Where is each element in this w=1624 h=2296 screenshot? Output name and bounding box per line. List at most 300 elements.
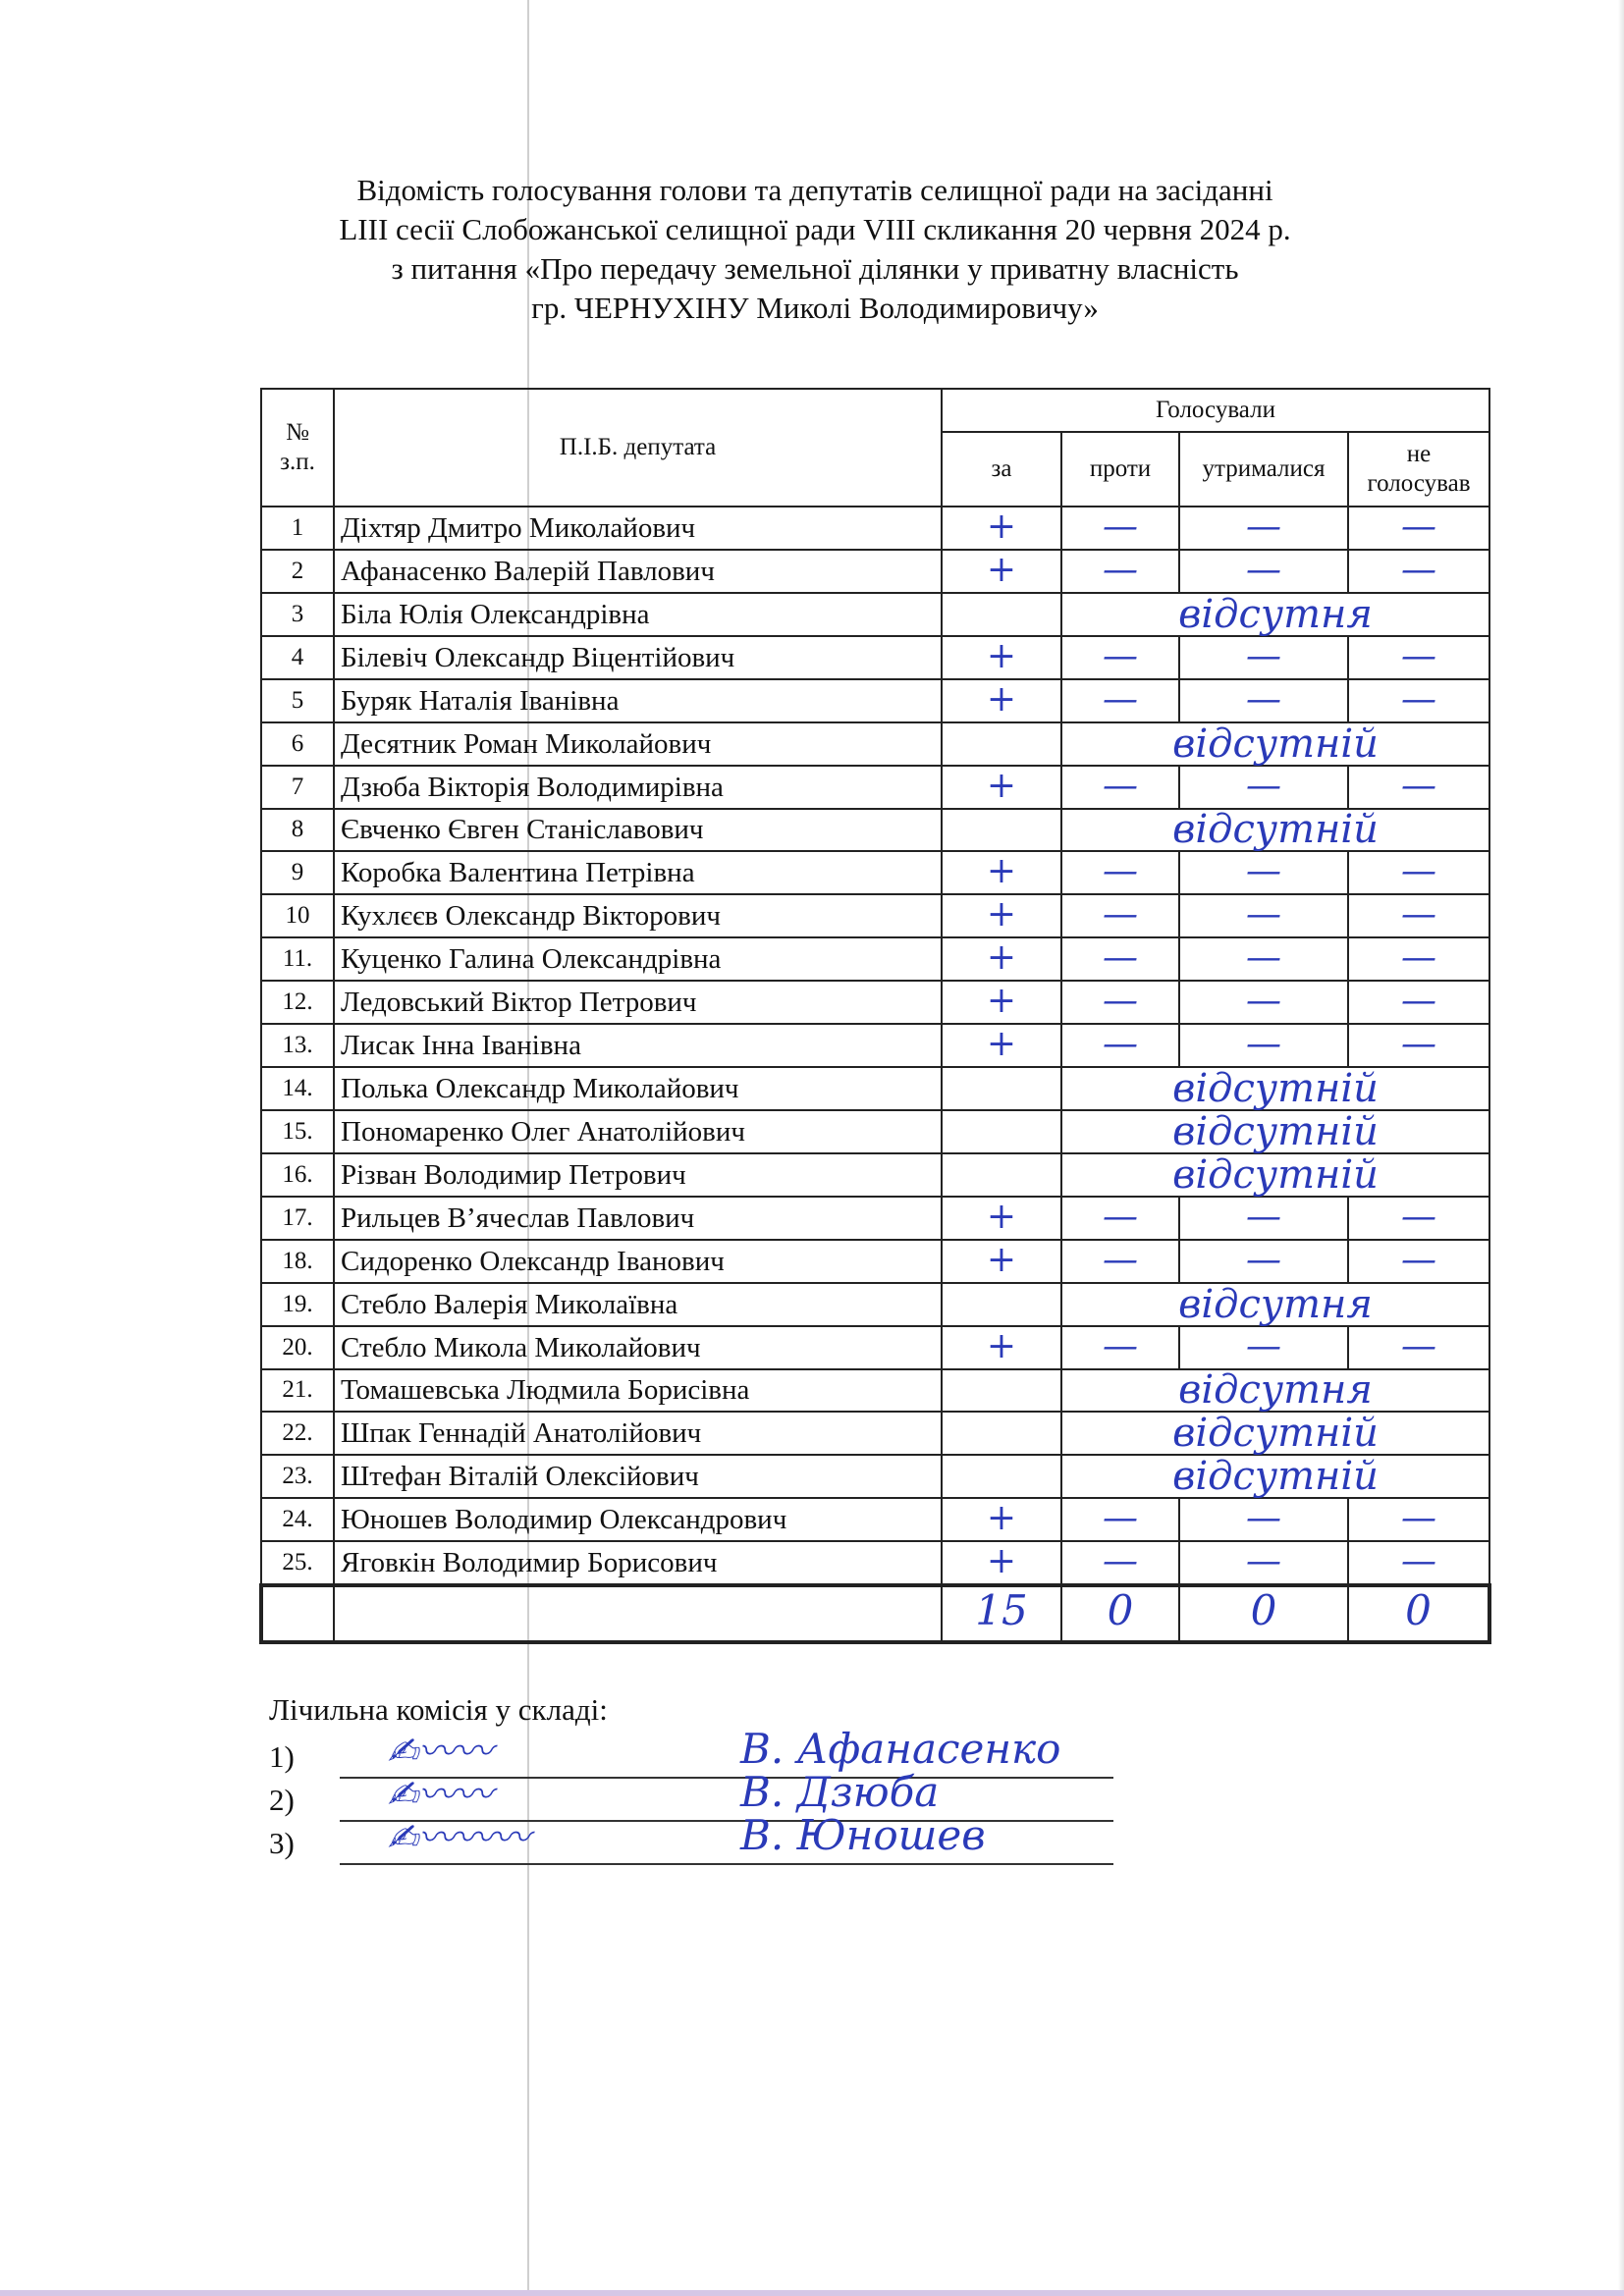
row-number-text: 10 — [285, 902, 310, 930]
table-row — [261, 1197, 1489, 1240]
row-number — [261, 507, 334, 550]
deputy-name — [334, 1326, 942, 1369]
member-name: В. Юношев — [740, 1811, 986, 1859]
row-number — [261, 1240, 334, 1283]
deputy-name-text: Юношев Володимир Олександрович — [341, 1503, 787, 1535]
total-novote — [1348, 1585, 1489, 1642]
row-number-text: 24. — [282, 1505, 313, 1532]
vote-novote — [1348, 1024, 1489, 1067]
vote-for-text: + — [986, 507, 1017, 547]
absent-handwriting: відсутній — [1172, 1066, 1379, 1112]
row-number-text: 13. — [282, 1032, 313, 1059]
vote-for-text: + — [986, 765, 1017, 806]
total-for-text: 15 — [975, 1586, 1028, 1635]
row-number-text: 18. — [282, 1247, 313, 1274]
deputy-name-text: Білевіч Олександр Віцентійович — [341, 641, 735, 673]
vote-abstain-text: — — [1246, 981, 1281, 1022]
vote-for — [942, 1412, 1061, 1455]
signature-scribble: ✍︎〰〰 — [387, 1730, 493, 1773]
vote-abstain-text: — — [1246, 851, 1281, 892]
row-number-text: 6 — [291, 729, 304, 757]
table-row — [261, 1455, 1489, 1498]
vote-for — [942, 679, 1061, 722]
vote-against-text: — — [1103, 507, 1138, 547]
deputy-name-text: Лисак Інна Іванівна — [341, 1030, 581, 1062]
table-row — [261, 809, 1489, 852]
vote-against — [1061, 1326, 1179, 1369]
vote-for-text: + — [986, 1325, 1017, 1366]
deputy-name — [334, 1369, 942, 1413]
total-abstain-text: 0 — [1250, 1586, 1277, 1635]
deputy-name-text: Біла Юлія Олександрівна — [341, 598, 650, 630]
vote-abstain — [1179, 1541, 1348, 1585]
table-row — [261, 894, 1489, 937]
vote-abstain — [1179, 894, 1348, 937]
vote-abstain-text: — — [1246, 765, 1281, 806]
deputy-name — [334, 1541, 942, 1585]
vote-for-text: + — [986, 678, 1017, 720]
vote-against-text: — — [1103, 635, 1138, 676]
vote-abstain-text: — — [1246, 635, 1281, 676]
vote-novote-text: — — [1401, 678, 1436, 720]
row-number — [261, 1197, 334, 1240]
vote-abstain — [1179, 937, 1348, 981]
vote-abstain-text: — — [1246, 550, 1281, 590]
page-edge-bottom — [0, 2290, 1624, 2296]
deputy-name-text: Євченко Євген Станіславович — [341, 814, 704, 846]
deputy-name-text: Кухлєєв Олександр Вікторович — [341, 900, 721, 933]
table-row — [261, 1153, 1489, 1197]
vote-against — [1061, 679, 1179, 722]
vote-novote — [1348, 507, 1489, 550]
absent-handwriting: відсутній — [1172, 807, 1379, 853]
vote-novote — [1348, 937, 1489, 981]
title-line: Відомість голосування голови та депутатів селищної ради на засіданні — [356, 173, 1273, 207]
deputy-name-text: Куценко Галина Олександрівна — [341, 943, 722, 976]
total-abstain — [1179, 1585, 1348, 1642]
vote-novote-text: — — [1401, 1196, 1436, 1237]
vote-novote-text: — — [1401, 635, 1436, 676]
vote-against — [1061, 1240, 1179, 1283]
row-number-text: 25. — [282, 1548, 313, 1575]
deputy-name-text: Дзюба Вікторія Володимирівна — [341, 771, 724, 803]
row-number-text: 2 — [291, 558, 304, 584]
absent-handwriting: відсутній — [1172, 1411, 1379, 1457]
vote-for-text: + — [986, 1239, 1017, 1280]
absent-mark — [1061, 1283, 1489, 1326]
deputy-name-text: Шпак Геннадій Анатолійович — [341, 1417, 702, 1450]
deputy-name — [334, 851, 942, 894]
deputy-name-text: Афанасенко Валерій Павлович — [341, 556, 715, 587]
absent-mark — [1061, 1369, 1489, 1413]
total-against-text: 0 — [1107, 1586, 1134, 1635]
absent-mark — [1061, 593, 1489, 636]
vote-against-text: — — [1103, 937, 1138, 979]
row-number — [261, 722, 334, 766]
row-number — [261, 1110, 334, 1153]
row-number — [261, 894, 334, 937]
vote-abstain-text: — — [1246, 1196, 1281, 1237]
row-number — [261, 550, 334, 593]
vote-novote — [1348, 1541, 1489, 1585]
deputy-name-text: Полька Олександр Миколайович — [341, 1073, 739, 1105]
vote-abstain — [1179, 1024, 1348, 1067]
vote-against — [1061, 1498, 1179, 1541]
vote-against-text: — — [1103, 894, 1138, 935]
table-row — [261, 1412, 1489, 1455]
deputy-name-text: Діхтяр Дмитро Миколайович — [341, 512, 696, 544]
vote-abstain — [1179, 507, 1348, 550]
vote-novote-text: — — [1401, 507, 1436, 547]
row-number-text: 1 — [291, 514, 304, 541]
table-row — [261, 593, 1489, 636]
deputy-name-text: Пономаренко Олег Анатолійович — [341, 1116, 745, 1148]
row-number-text: 17. — [282, 1203, 313, 1231]
totals-empty — [261, 1585, 334, 1642]
absent-mark — [1061, 1067, 1489, 1110]
vote-novote-text: — — [1401, 550, 1436, 590]
row-number — [261, 679, 334, 722]
vote-for — [942, 550, 1061, 593]
absent-mark — [1061, 1110, 1489, 1153]
row-number-text: 7 — [291, 773, 304, 800]
deputy-name-text: Стебло Микола Миколайович — [341, 1331, 701, 1363]
absent-handwriting: відсутній — [1172, 1454, 1379, 1500]
row-number-text: 23. — [282, 1463, 313, 1490]
vote-novote-text: — — [1401, 1024, 1436, 1065]
vote-abstain — [1179, 1326, 1348, 1369]
absent-mark — [1061, 809, 1489, 852]
vote-novote — [1348, 1240, 1489, 1283]
deputy-name-text: Рильцев В’ячеслав Павлович — [341, 1201, 695, 1234]
absent-handwriting: відсутня — [1178, 591, 1373, 637]
table-row — [261, 937, 1489, 981]
vote-novote-text: — — [1401, 765, 1436, 806]
header-novote: не голосував — [1348, 432, 1489, 507]
vote-novote — [1348, 1326, 1489, 1369]
vote-abstain-text: — — [1246, 894, 1281, 935]
vote-novote-text: — — [1401, 851, 1436, 892]
deputy-name — [334, 1197, 942, 1240]
row-number-text: 11. — [282, 945, 313, 973]
row-number — [261, 1541, 334, 1585]
deputy-name — [334, 1412, 942, 1455]
vote-for — [942, 722, 1061, 766]
commission-member — [269, 1811, 1113, 1865]
vote-novote — [1348, 1197, 1489, 1240]
vote-novote — [1348, 894, 1489, 937]
title-line: LIII сесії Слобожанської селищної ради VIII скликання 20 червня 2024 р. — [339, 212, 1291, 246]
vote-for — [942, 1283, 1061, 1326]
table-row — [261, 1498, 1489, 1541]
deputy-name — [334, 679, 942, 722]
row-number — [261, 937, 334, 981]
vote-abstain — [1179, 550, 1348, 593]
vote-against — [1061, 981, 1179, 1024]
row-number — [261, 1326, 334, 1369]
total-novote-text: 0 — [1405, 1586, 1432, 1635]
table-row — [261, 507, 1489, 550]
vote-for-text: + — [986, 1497, 1017, 1538]
deputy-name — [334, 894, 942, 937]
row-number — [261, 1283, 334, 1326]
vote-against-text: — — [1103, 1325, 1138, 1366]
vote-against — [1061, 550, 1179, 593]
deputy-name — [334, 766, 942, 809]
row-number-text: 9 — [291, 859, 304, 886]
title-line: з питання «Про передачу земельної ділянки у приватну власність — [391, 251, 1239, 286]
deputy-name-text: Буряк Наталія Іванівна — [341, 684, 620, 717]
deputy-name — [334, 1498, 942, 1541]
vote-for-text: + — [986, 1196, 1017, 1237]
total-against — [1061, 1585, 1179, 1642]
voting-table-body — [261, 507, 1489, 1642]
vote-for — [942, 1498, 1061, 1541]
header-voted: Голосували — [942, 389, 1489, 432]
vote-novote — [1348, 550, 1489, 593]
vote-abstain-text: — — [1246, 1497, 1281, 1538]
vote-against-text: — — [1103, 1024, 1138, 1065]
absent-handwriting: відсутня — [1178, 1281, 1373, 1327]
row-number — [261, 593, 334, 636]
deputy-name — [334, 1240, 942, 1283]
absent-mark — [1061, 722, 1489, 766]
deputy-name — [334, 1153, 942, 1197]
member-number: 3) — [269, 1826, 295, 1860]
absent-handwriting: відсутній — [1172, 721, 1379, 767]
vote-novote — [1348, 679, 1489, 722]
row-number-text: 19. — [282, 1290, 313, 1317]
row-number-text: 4 — [291, 643, 304, 670]
vote-abstain — [1179, 981, 1348, 1024]
vote-abstain-text: — — [1246, 678, 1281, 720]
member-number: 2) — [269, 1783, 295, 1817]
vote-for — [942, 1197, 1061, 1240]
deputy-name — [334, 1024, 942, 1067]
vote-for — [942, 1153, 1061, 1197]
row-number-text: 5 — [291, 686, 304, 714]
row-number-text: 14. — [282, 1075, 313, 1102]
table-row — [261, 1283, 1489, 1326]
table-row — [261, 1369, 1489, 1413]
header-number: № з.п. — [261, 389, 334, 507]
vote-abstain — [1179, 679, 1348, 722]
vote-against — [1061, 937, 1179, 981]
absent-handwriting: відсутній — [1172, 1151, 1379, 1198]
vote-against-text: — — [1103, 765, 1138, 806]
header-against: проти — [1061, 432, 1179, 507]
vote-against-text: — — [1103, 1239, 1138, 1280]
row-number-text: 3 — [291, 600, 304, 627]
voting-table — [259, 388, 1491, 1644]
deputy-name-text: Яговкін Володимир Борисович — [341, 1546, 718, 1578]
deputy-name-text: Ледовський Віктор Петрович — [341, 987, 697, 1019]
table-row — [261, 636, 1489, 679]
vote-against — [1061, 1024, 1179, 1067]
row-number — [261, 981, 334, 1024]
table-row — [261, 1110, 1489, 1153]
table-row — [261, 1067, 1489, 1110]
row-number-text: 20. — [282, 1333, 313, 1361]
table-row — [261, 766, 1489, 809]
deputy-name — [334, 1283, 942, 1326]
row-number — [261, 1455, 334, 1498]
vote-abstain — [1179, 636, 1348, 679]
deputy-name — [334, 507, 942, 550]
deputy-name-text: Штефан Віталій Олексійович — [341, 1461, 699, 1493]
absent-handwriting: відсутній — [1172, 1109, 1379, 1155]
vote-abstain — [1179, 1240, 1348, 1283]
vote-against-text: — — [1103, 550, 1138, 590]
vote-abstain-text: — — [1246, 1540, 1281, 1581]
table-row — [261, 1024, 1489, 1067]
vote-novote-text: — — [1401, 1325, 1436, 1366]
vote-against-text: — — [1103, 1540, 1138, 1581]
vote-for — [942, 1067, 1061, 1110]
deputy-name — [334, 593, 942, 636]
row-number — [261, 766, 334, 809]
deputy-name-text: Сидоренко Олександр Іванович — [341, 1245, 725, 1277]
table-row — [261, 1326, 1489, 1369]
deputy-name — [334, 937, 942, 981]
vote-novote — [1348, 981, 1489, 1024]
table-row — [261, 679, 1489, 722]
deputy-name — [334, 809, 942, 852]
page-edge-right — [1618, 0, 1624, 2296]
vote-against-text: — — [1103, 1497, 1138, 1538]
totals-empty — [334, 1585, 942, 1642]
vote-novote-text: — — [1401, 894, 1436, 935]
vote-novote-text: — — [1401, 1239, 1436, 1280]
vote-for-text: + — [986, 1540, 1017, 1581]
row-number — [261, 1369, 334, 1413]
vote-for — [942, 1240, 1061, 1283]
deputy-name — [334, 550, 942, 593]
vote-abstain-text: — — [1246, 1325, 1281, 1366]
signature-scribble: ✍︎〰〰 — [387, 1773, 493, 1816]
vote-against-text: — — [1103, 678, 1138, 720]
vote-for — [942, 1455, 1061, 1498]
table-row — [261, 550, 1489, 593]
vote-for — [942, 1541, 1061, 1585]
total-for — [942, 1585, 1061, 1642]
row-number — [261, 1067, 334, 1110]
vote-for — [942, 507, 1061, 550]
vote-against — [1061, 894, 1179, 937]
vote-abstain-text: — — [1246, 1239, 1281, 1280]
vote-against — [1061, 851, 1179, 894]
row-number — [261, 851, 334, 894]
vote-for — [942, 593, 1061, 636]
vote-abstain-text: — — [1246, 507, 1281, 547]
commission-label: Лічильна комісія у складі: — [269, 1692, 608, 1727]
absent-mark — [1061, 1455, 1489, 1498]
vote-for — [942, 937, 1061, 981]
vote-abstain — [1179, 1197, 1348, 1240]
signature-scribble: ✍︎〰〰〰 — [387, 1816, 530, 1859]
title-line: гр. ЧЕРНУХІНУ Миколі Володимировичу» — [531, 291, 1099, 325]
deputy-name-text: Томашевська Людмила Борисівна — [341, 1374, 750, 1407]
row-number-text: 21. — [282, 1376, 313, 1404]
header-abstain: утрималися — [1179, 432, 1348, 507]
row-number-text: 12. — [282, 988, 313, 1016]
vote-against — [1061, 1197, 1179, 1240]
row-number-text: 15. — [282, 1118, 313, 1146]
member-number: 1) — [269, 1739, 295, 1774]
vote-against — [1061, 766, 1179, 809]
deputy-name — [334, 722, 942, 766]
deputy-name — [334, 1455, 942, 1498]
vote-against-text: — — [1103, 981, 1138, 1022]
vote-against — [1061, 636, 1179, 679]
table-row — [261, 851, 1489, 894]
vote-for-text: + — [986, 894, 1017, 935]
row-number — [261, 1153, 334, 1197]
row-number-text: 16. — [282, 1160, 313, 1188]
vote-against-text: — — [1103, 851, 1138, 892]
vote-for-text: + — [986, 635, 1017, 676]
vote-for — [942, 809, 1061, 852]
vote-abstain-text: — — [1246, 937, 1281, 979]
row-number — [261, 1498, 334, 1541]
row-number — [261, 636, 334, 679]
table-row — [261, 981, 1489, 1024]
vote-for — [942, 894, 1061, 937]
document-title — [295, 171, 1335, 328]
vote-abstain-text: — — [1246, 1024, 1281, 1065]
signature-line — [340, 1863, 1113, 1865]
vote-for-text: + — [986, 1024, 1017, 1065]
vote-novote-text: — — [1401, 1497, 1436, 1538]
vote-for — [942, 766, 1061, 809]
row-number-text: 22. — [282, 1419, 313, 1447]
header-for: за — [942, 432, 1061, 507]
table-row — [261, 722, 1489, 766]
member-name: В. Афанасенко — [740, 1725, 1061, 1773]
absent-handwriting: відсутня — [1178, 1367, 1373, 1414]
vote-for — [942, 1110, 1061, 1153]
vote-for-text: + — [986, 550, 1017, 590]
vote-against-text: — — [1103, 1196, 1138, 1237]
deputy-name — [334, 1110, 942, 1153]
row-number-text: 8 — [291, 816, 304, 843]
deputy-name — [334, 636, 942, 679]
vote-for-text: + — [986, 851, 1017, 892]
vote-for — [942, 851, 1061, 894]
vote-novote-text: — — [1401, 937, 1436, 979]
vote-novote — [1348, 851, 1489, 894]
vote-against — [1061, 507, 1179, 550]
vote-for — [942, 1024, 1061, 1067]
deputy-name — [334, 981, 942, 1024]
table-row — [261, 1541, 1489, 1585]
vote-for — [942, 1369, 1061, 1413]
totals-row — [261, 1585, 1489, 1642]
vote-for — [942, 981, 1061, 1024]
absent-mark — [1061, 1153, 1489, 1197]
row-number — [261, 1024, 334, 1067]
deputy-name-text: Коробка Валентина Петрівна — [341, 857, 695, 889]
vote-novote-text: — — [1401, 1540, 1436, 1581]
vote-for — [942, 1326, 1061, 1369]
vote-against — [1061, 1541, 1179, 1585]
deputy-name-text: Різван Володимир Петрович — [341, 1158, 686, 1191]
vote-abstain — [1179, 1498, 1348, 1541]
vote-novote-text: — — [1401, 981, 1436, 1022]
row-number — [261, 809, 334, 852]
vote-abstain — [1179, 766, 1348, 809]
deputy-name-text: Стебло Валерія Миколаївна — [341, 1288, 678, 1320]
